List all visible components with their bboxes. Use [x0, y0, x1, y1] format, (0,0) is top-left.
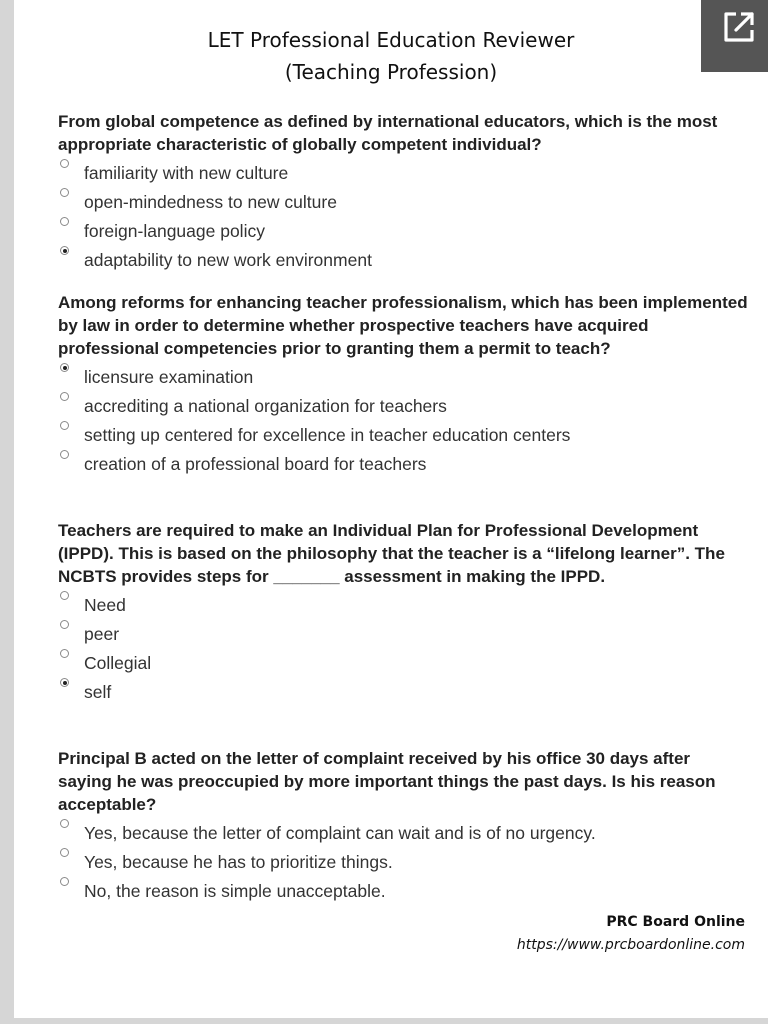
option-label: Yes, because the letter of complaint can wait and is of no urgency.: [84, 823, 596, 843]
page-header: [14, 24, 768, 88]
radio-button[interactable]: [60, 649, 69, 658]
page-footer: [517, 910, 745, 956]
question-1: [58, 110, 748, 274]
question-text: Principal B acted on the letter of complaint received by his office 30 days after saying he was preoccupied by more important things the past days. Is his reason acceptable?: [58, 749, 716, 814]
radio-button[interactable]: [60, 392, 69, 401]
option-label: foreign-language policy: [84, 221, 265, 241]
radio-button[interactable]: [60, 421, 69, 430]
radio-button[interactable]: [60, 363, 69, 372]
option-radio[interactable]: [58, 449, 748, 478]
radio-button[interactable]: [60, 450, 69, 459]
site-name: PRC Board Online: [606, 914, 745, 930]
option-radio[interactable]: [58, 245, 748, 274]
question-text: Among reforms for enhancing teacher professionalism, which has been implemented by law in order to determine whether prospective teachers have acquired professional competencies prior to granting them a permit to teach?: [58, 293, 748, 358]
radio-button[interactable]: [60, 819, 69, 828]
site-url-link[interactable]: https://www.prcboardonline.com: [516, 937, 745, 953]
option-radio[interactable]: [58, 362, 748, 391]
option-label: creation of a professional board for teachers: [84, 454, 427, 474]
page-subtitle: (Teaching Profession): [284, 60, 498, 84]
option-label: setting up centered for excellence in teacher education centers: [84, 425, 571, 445]
option-radio[interactable]: [58, 391, 748, 420]
radio-button[interactable]: [60, 246, 69, 255]
option-radio[interactable]: [58, 187, 748, 216]
option-radio[interactable]: [58, 420, 748, 449]
page-title: LET Professional Education Reviewer: [207, 28, 575, 52]
radio-button[interactable]: [60, 591, 69, 600]
option-radio[interactable]: [58, 648, 748, 677]
radio-button[interactable]: [60, 159, 69, 168]
option-radio[interactable]: [58, 619, 748, 648]
radio-button[interactable]: [60, 188, 69, 197]
option-radio[interactable]: [58, 158, 748, 187]
radio-button[interactable]: [60, 217, 69, 226]
option-label: open-mindedness to new culture: [84, 192, 337, 212]
option-label: self: [84, 682, 112, 702]
document-page: [14, 0, 768, 1018]
option-label: peer: [84, 624, 120, 644]
radio-button[interactable]: [60, 848, 69, 857]
option-radio[interactable]: [58, 216, 748, 245]
question-text: From global competence as defined by international educators, which is the most appropriate characteristic of globally competent individual?: [58, 112, 718, 154]
radio-button[interactable]: [60, 620, 69, 629]
question-2: [58, 291, 748, 478]
option-radio[interactable]: [58, 818, 748, 847]
option-label: familiarity with new culture: [84, 163, 289, 183]
option-label: Yes, because he has to prioritize things.: [84, 852, 393, 872]
question-3: [58, 519, 748, 706]
option-label: Collegial: [84, 653, 152, 673]
question-4: [58, 747, 748, 905]
question-text: Teachers are required to make an Individual Plan for Professional Development (IPPD). This is based on the philosophy that the teacher is a “lifelong learner”. The NCBTS provides steps for _______ assessment in making the IPPD.: [58, 521, 725, 586]
option-radio[interactable]: [58, 876, 748, 905]
radio-button[interactable]: [60, 678, 69, 687]
option-label: accrediting a national organization for teachers: [84, 396, 447, 416]
option-radio[interactable]: [58, 847, 748, 876]
option-radio[interactable]: [58, 590, 748, 619]
option-label: licensure examination: [84, 367, 254, 387]
option-radio[interactable]: [58, 677, 748, 706]
option-label: adaptability to new work environment: [84, 250, 372, 270]
radio-button[interactable]: [60, 877, 69, 886]
option-label: No, the reason is simple unacceptable.: [84, 881, 386, 901]
option-label: Need: [84, 595, 126, 615]
